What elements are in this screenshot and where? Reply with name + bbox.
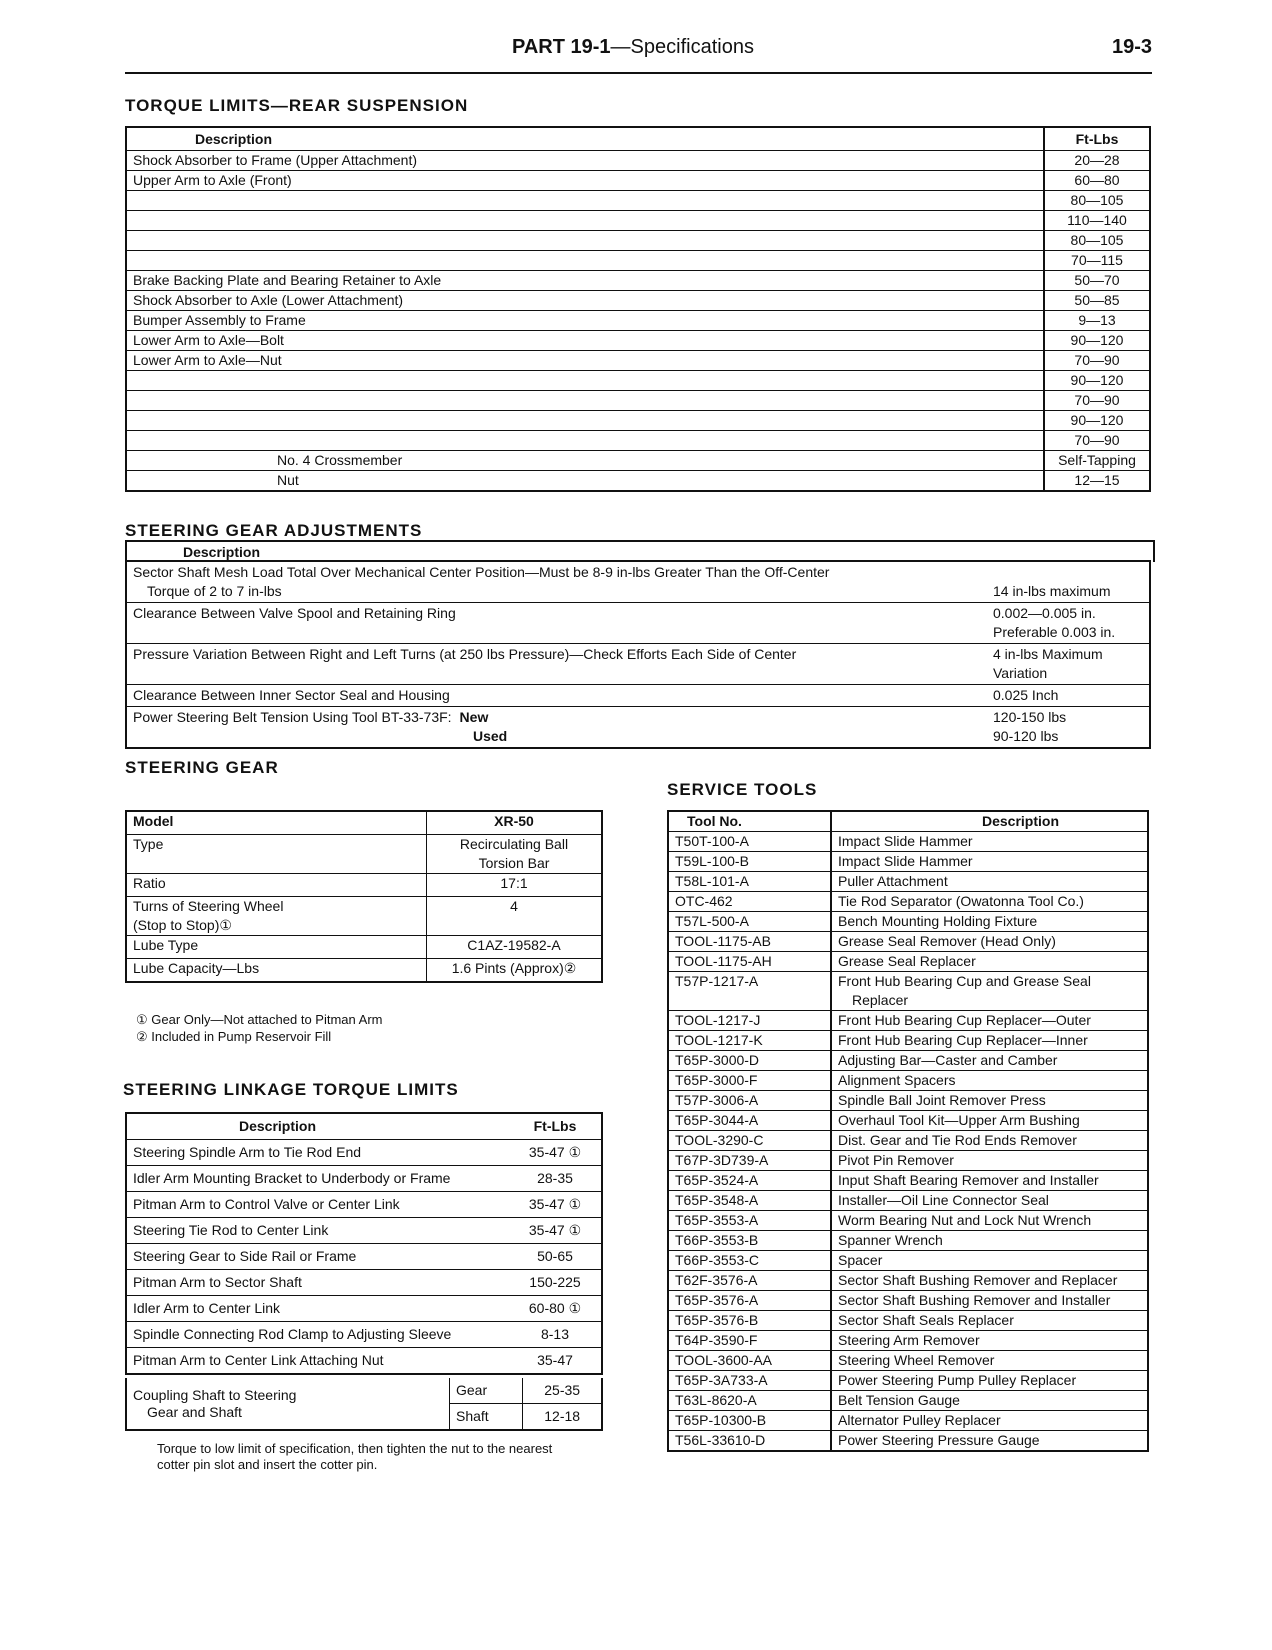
steering-gear-table (125, 810, 603, 983)
belt-new-label: New (459, 709, 489, 725)
coupling-desc-line2: Gear and Shaft (147, 1403, 242, 1420)
description-line1: Front Hub Bearing Cup Replacer—Outer (838, 1012, 1091, 1028)
tool-description (831, 1031, 1148, 1051)
tool-description (831, 932, 1148, 952)
tool-description (831, 1431, 1148, 1452)
table-row (126, 603, 1150, 644)
table-row (668, 1131, 1148, 1151)
description-line1: Spacer (838, 1252, 883, 1268)
tool-description (831, 1191, 1148, 1211)
table-row (668, 1151, 1148, 1171)
shaft-value: 12-18 (544, 1408, 581, 1424)
tool-number: T65P-3553-A (668, 1211, 831, 1231)
description-line1: Pressure Variation Between Right and Left Turns (at 250 lbs Pressure)—Check Efforts Each Side of Center (133, 646, 797, 662)
row-label (126, 936, 427, 959)
description-line1: Tie Rod Separator (Owatonna Tool Co.) (838, 893, 1084, 909)
row-value (987, 685, 1150, 707)
row-description: Steering Spindle Arm to Tie Rod End (126, 1140, 509, 1166)
column-header-description: Description (183, 544, 261, 560)
row-ft-lbs: 35-47 ① (509, 1192, 602, 1218)
gear-label: Gear (450, 1378, 523, 1404)
row-label (126, 874, 427, 897)
description-line1: Input Shaft Bearing Remover and Installer (838, 1172, 1099, 1188)
row-ft-lbs: 80—105 (1044, 191, 1150, 211)
coupling-description (126, 1378, 450, 1430)
row-ft-lbs: 35-47 ① (509, 1140, 602, 1166)
column-header-description: Description (126, 1113, 509, 1140)
section-title-linkage: STEERING LINKAGE TORQUE LIMITS (123, 1080, 459, 1099)
tool-description (831, 1271, 1148, 1291)
label-line1: Ratio (133, 875, 166, 891)
tool-number: OTC-462 (668, 892, 831, 912)
table-row (126, 1378, 602, 1404)
row-ft-lbs: 35-47 ① (509, 1218, 602, 1244)
row-ft-lbs: 28-35 (509, 1166, 602, 1192)
tool-number: T57L-500-A (668, 912, 831, 932)
tool-description (831, 1011, 1148, 1031)
row-description (126, 603, 987, 644)
tool-number: T57P-3006-A (668, 1091, 831, 1111)
tool-number: T65P-3524-A (668, 1171, 831, 1191)
row-description (126, 211, 1044, 231)
tool-number: T67P-3D739-A (668, 1151, 831, 1171)
tool-number: TOOL-1217-K (668, 1031, 831, 1051)
tool-number: TOOL-1175-AB (668, 932, 831, 952)
row-label (126, 959, 427, 983)
table-row (126, 874, 602, 897)
footnote-1: ① Gear Only—Not attached to Pitman Arm (136, 1012, 383, 1027)
description-line1: Spindle Ball Joint Remover Press (838, 1092, 1046, 1108)
row-value (427, 897, 603, 936)
row-ft-lbs: 9—13 (1044, 311, 1150, 331)
table-row (126, 391, 1150, 411)
row-description: Shock Absorber to Axle (Lower Attachment) (126, 291, 1044, 311)
table-row (126, 371, 1150, 391)
tool-number: TOOL-3600-AA (668, 1351, 831, 1371)
table-row (126, 151, 1150, 171)
tool-number: T65P-10300-B (668, 1411, 831, 1431)
description-line1: Sector Shaft Bushing Remover and Replacer (838, 1272, 1118, 1288)
row-value (987, 707, 1150, 749)
row-description: Pitman Arm to Center Link Attaching Nut (126, 1348, 509, 1375)
tool-description (831, 1371, 1148, 1391)
value-line1: 14 in-lbs maximum (993, 583, 1111, 599)
table-row (126, 311, 1150, 331)
value-line1: Recirculating Ball (459, 836, 569, 852)
row-ft-lbs: 110—140 (1044, 211, 1150, 231)
tool-number: T64P-3590-F (668, 1331, 831, 1351)
table-row (668, 1031, 1148, 1051)
belt-used-label: Used (473, 728, 508, 744)
description-line1: Alternator Pulley Replacer (838, 1412, 1001, 1428)
row-description: Lower Arm to Axle—Bolt (126, 331, 1044, 351)
description-line1: Puller Attachment (838, 873, 948, 889)
tool-number: T65P-3000-F (668, 1071, 831, 1091)
row-ft-lbs: 70—90 (1044, 431, 1150, 451)
description-line1: Alignment Spacers (838, 1072, 956, 1088)
tool-number: T65P-3576-A (668, 1291, 831, 1311)
row-value (427, 959, 603, 983)
tool-description (831, 1051, 1148, 1071)
tool-number: TOOL-3290-C (668, 1131, 831, 1151)
column-header-model: Model (126, 811, 427, 835)
row-value (987, 603, 1150, 644)
table-row (126, 231, 1150, 251)
table-row (126, 1166, 602, 1192)
table-row (126, 1218, 602, 1244)
row-description: Pitman Arm to Control Valve or Center Link (126, 1192, 509, 1218)
row-value (987, 561, 1150, 603)
row-description (126, 191, 1044, 211)
table-row (126, 685, 1150, 707)
tool-description (831, 1311, 1148, 1331)
part-label: PART 19-1 (512, 36, 611, 58)
table-row (668, 1411, 1148, 1431)
row-ft-lbs: 90—120 (1044, 411, 1150, 431)
row-ft-lbs: 20—28 (1044, 151, 1150, 171)
row-description: Nut (126, 471, 1044, 492)
page-title (512, 36, 754, 59)
tool-number: T63L-8620-A (668, 1391, 831, 1411)
value-line2: Torsion Bar (478, 855, 550, 871)
tool-description (831, 1111, 1148, 1131)
description-line1: Sector Shaft Mesh Load Total Over Mechanical Center Position—Must be 8-9 in-lbs Greater Than the Off-Center (133, 564, 830, 580)
shaft-label: Shaft (450, 1404, 523, 1431)
tool-description (831, 1391, 1148, 1411)
tool-description (831, 952, 1148, 972)
tool-number: T57P-1217-A (668, 972, 831, 1011)
linkage-table (125, 1112, 603, 1375)
table-row (126, 451, 1150, 471)
tool-number: T65P-3A733-A (668, 1371, 831, 1391)
section-title-steering-gear: STEERING GEAR (125, 758, 279, 777)
row-ft-lbs: 50—70 (1044, 271, 1150, 291)
description-line1: Pivot Pin Remover (838, 1152, 954, 1168)
row-ft-lbs: 90—120 (1044, 371, 1150, 391)
label-line1: Lube Capacity—Lbs (133, 960, 260, 976)
row-label (126, 835, 427, 874)
section-title-gear-adjustments: STEERING GEAR ADJUSTMENTS (125, 521, 423, 540)
description-line1: Installer—Oil Line Connector Seal (838, 1192, 1049, 1208)
description-line1: Front Hub Bearing Cup Replacer—Inner (838, 1032, 1088, 1048)
value-line1: 1.6 Pints (Approx)② (451, 960, 577, 976)
label-line2: (Stop to Stop)① (133, 917, 232, 933)
description-line1: Spanner Wrench (838, 1232, 943, 1248)
row-ft-lbs: 60-80 ① (509, 1296, 602, 1322)
table-row (126, 707, 1150, 749)
label-line1: Turns of Steering Wheel (133, 898, 284, 914)
table-row (668, 832, 1148, 852)
table-row (126, 331, 1150, 351)
table-row (668, 1371, 1148, 1391)
description-line1: Clearance Between Inner Sector Seal and Housing (133, 687, 450, 703)
footnote-2: ② Included in Pump Reservoir Fill (136, 1029, 332, 1044)
description-line1: Bench Mounting Holding Fixture (838, 913, 1038, 929)
description-line1: Impact Slide Hammer (838, 853, 973, 869)
row-ft-lbs: 80—105 (1044, 231, 1150, 251)
tool-description (831, 852, 1148, 872)
table-row (126, 644, 1150, 685)
section-title-rear-suspension: TORQUE LIMITS—REAR SUSPENSION (125, 96, 469, 115)
coupling-desc-line1: Coupling Shaft to Steering (133, 1386, 297, 1403)
row-description: Idler Arm Mounting Bracket to Underbody or Frame (126, 1166, 509, 1192)
value-line2: Variation (993, 665, 1048, 681)
row-description: Bumper Assembly to Frame (126, 311, 1044, 331)
row-description (126, 391, 1044, 411)
service-tools-table (667, 810, 1149, 1452)
table-row (126, 1244, 602, 1270)
row-ft-lbs: 50-65 (509, 1244, 602, 1270)
table-row (126, 897, 602, 936)
row-description (126, 411, 1044, 431)
description-line1: Steering Arm Remover (838, 1332, 980, 1348)
description-line2: Torque of 2 to 7 in-lbs (147, 583, 282, 599)
tool-number: T62F-3576-A (668, 1271, 831, 1291)
row-value (987, 644, 1150, 685)
row-description (126, 644, 987, 685)
description-line1: Power Steering Pump Pulley Replacer (838, 1372, 1077, 1388)
row-description (126, 561, 987, 603)
column-header-ft-lbs: Ft-Lbs (509, 1113, 602, 1140)
tool-description (831, 1211, 1148, 1231)
table-header-row (126, 811, 602, 835)
row-ft-lbs: 70—90 (1044, 351, 1150, 371)
table-row (126, 561, 1150, 603)
table-row (668, 1071, 1148, 1091)
value-line1: 120-150 lbs (993, 709, 1067, 725)
tool-description (831, 972, 1148, 1011)
belt-used-value: 90-120 lbs (993, 728, 1059, 744)
table-row (668, 1111, 1148, 1131)
table-row (126, 211, 1150, 231)
gear-adjustments-table (125, 560, 1151, 749)
table-row (126, 351, 1150, 371)
tool-number: T65P-3000-D (668, 1051, 831, 1071)
table-row (126, 835, 602, 874)
row-ft-lbs: 8-13 (509, 1322, 602, 1348)
gear-adjustments-header (125, 540, 1155, 562)
table-row (668, 1051, 1148, 1071)
row-ft-lbs: 90—120 (1044, 331, 1150, 351)
table-row (126, 1192, 602, 1218)
table-row (126, 171, 1150, 191)
tool-description (831, 1151, 1148, 1171)
label-line1: Lube Type (133, 937, 199, 953)
table-row (668, 952, 1148, 972)
table-row (126, 291, 1150, 311)
description-line1: Grease Seal Replacer (838, 953, 976, 969)
row-ft-lbs: 70—115 (1044, 251, 1150, 271)
description-line1: Worm Bearing Nut and Lock Nut Wrench (838, 1212, 1092, 1228)
part-title: —Specifications (610, 36, 754, 58)
tool-number: T66P-3553-C (668, 1251, 831, 1271)
table-row (126, 471, 1150, 492)
value-line2: Preferable 0.003 in. (993, 624, 1116, 640)
tool-description (831, 832, 1148, 852)
value-line1: 0.025 Inch (993, 687, 1059, 703)
table-row (668, 1291, 1148, 1311)
row-value (427, 936, 603, 959)
table-row (668, 1391, 1148, 1411)
table-row (668, 1231, 1148, 1251)
row-description: Brake Backing Plate and Bearing Retainer to Axle (126, 271, 1044, 291)
tool-description (831, 1131, 1148, 1151)
description-line1: Power Steering Pressure Gauge (838, 1432, 1040, 1448)
row-description: Steering Tie Rod to Center Link (126, 1218, 509, 1244)
section-title-service-tools: SERVICE TOOLS (667, 780, 818, 799)
row-description (126, 431, 1044, 451)
description-line1: Power Steering Belt Tension Using Tool BT-33-73F: (133, 709, 452, 725)
row-value (427, 835, 603, 874)
table-row (668, 1091, 1148, 1111)
table-row (668, 1211, 1148, 1231)
table-row (668, 932, 1148, 952)
table-row (668, 1331, 1148, 1351)
tool-description (831, 1351, 1148, 1371)
table-row (668, 1351, 1148, 1371)
table-row (126, 1270, 602, 1296)
value-line1: 0.002—0.005 in. (993, 605, 1096, 621)
tool-number: T59L-100-B (668, 852, 831, 872)
row-ft-lbs: 70—90 (1044, 391, 1150, 411)
tool-number: T58L-101-A (668, 872, 831, 892)
description-line1: Belt Tension Gauge (838, 1392, 960, 1408)
table-row (126, 251, 1150, 271)
description-line1: Clearance Between Valve Spool and Retaining Ring (133, 605, 456, 621)
row-value (427, 874, 603, 897)
row-ft-lbs: Self-Tapping (1044, 451, 1150, 471)
table-row (668, 1431, 1148, 1452)
row-description: Idler Arm to Center Link (126, 1296, 509, 1322)
rear-suspension-table (125, 126, 1151, 492)
table-row (668, 872, 1148, 892)
description-line1: Grease Seal Remover (Head Only) (838, 933, 1056, 949)
row-description (126, 685, 987, 707)
tool-number: T65P-3044-A (668, 1111, 831, 1131)
description-line1: Adjusting Bar—Caster and Camber (838, 1052, 1058, 1068)
tool-number: TOOL-1217-J (668, 1011, 831, 1031)
row-description: Lower Arm to Axle—Nut (126, 351, 1044, 371)
tool-number: T65P-3548-A (668, 1191, 831, 1211)
description-line1: Dist. Gear and Tie Rod Ends Remover (838, 1132, 1077, 1148)
value-line1: C1AZ-19582-A (467, 937, 561, 953)
description-line1: Steering Wheel Remover (838, 1352, 995, 1368)
tool-number: T65P-3576-B (668, 1311, 831, 1331)
row-description (126, 251, 1044, 271)
row-description (126, 231, 1044, 251)
header-rule (125, 72, 1152, 74)
description-line1: Sector Shaft Seals Replacer (838, 1312, 1014, 1328)
table-row (668, 1251, 1148, 1271)
tool-description (831, 1331, 1148, 1351)
row-description: Steering Gear to Side Rail or Frame (126, 1244, 509, 1270)
tool-description (831, 892, 1148, 912)
tool-description (831, 1231, 1148, 1251)
tool-description (831, 912, 1148, 932)
label-line1: Type (133, 836, 164, 852)
table-row (668, 1191, 1148, 1211)
table-row (668, 1011, 1148, 1031)
row-description: No. 4 Crossmember (126, 451, 1044, 471)
column-header-description: Description (126, 127, 1044, 151)
row-label (126, 897, 427, 936)
value-line1: 4 (510, 898, 518, 914)
table-header-row (668, 811, 1148, 832)
table-row (668, 892, 1148, 912)
row-description: Spindle Connecting Rod Clamp to Adjusting Sleeve (126, 1322, 509, 1348)
column-header-description: Description (831, 811, 1148, 832)
row-description (126, 371, 1044, 391)
tool-description (831, 1251, 1148, 1271)
row-description: Shock Absorber to Frame (Upper Attachment) (126, 151, 1044, 171)
table-row (126, 411, 1150, 431)
row-ft-lbs: 150-225 (509, 1270, 602, 1296)
table-row (126, 1140, 602, 1166)
table-row (668, 1171, 1148, 1191)
description-line1: Impact Slide Hammer (838, 833, 973, 849)
value-line1: 4 in-lbs Maximum (993, 646, 1103, 662)
tool-description (831, 1411, 1148, 1431)
row-description (126, 707, 987, 749)
row-ft-lbs: 12—15 (1044, 471, 1150, 492)
table-row (668, 852, 1148, 872)
column-header-ft-lbs: Ft-Lbs (1044, 127, 1150, 151)
row-ft-lbs: 35-47 (509, 1348, 602, 1375)
table-row (668, 972, 1148, 1011)
tool-description (831, 1171, 1148, 1191)
row-description: Pitman Arm to Sector Shaft (126, 1270, 509, 1296)
description-line1: Overhaul Tool Kit—Upper Arm Bushing (838, 1112, 1080, 1128)
description-line1: Front Hub Bearing Cup and Grease Seal (838, 973, 1091, 989)
tool-description (831, 1091, 1148, 1111)
row-ft-lbs: 60—80 (1044, 171, 1150, 191)
gear-value: 25-35 (523, 1378, 602, 1404)
tool-description (831, 1071, 1148, 1091)
row-description: Upper Arm to Axle (Front) (126, 171, 1044, 191)
table-row (668, 912, 1148, 932)
tool-description (831, 1291, 1148, 1311)
tool-number: T50T-100-A (668, 832, 831, 852)
page-number: 19-3 (1112, 36, 1153, 58)
table-row (126, 431, 1150, 451)
table-row (126, 1296, 602, 1322)
table-row (126, 1322, 602, 1348)
description-line1: Sector Shaft Bushing Remover and Installer (838, 1292, 1111, 1308)
table-header-row (126, 127, 1150, 151)
description-line2: Replacer (852, 992, 909, 1008)
tool-number: T56L-33610-D (668, 1431, 831, 1452)
table-row (668, 1311, 1148, 1331)
row-ft-lbs: 50—85 (1044, 291, 1150, 311)
column-header-xr50: XR-50 (427, 811, 603, 835)
table-row (126, 959, 602, 983)
linkage-footnote: Torque to low limit of specification, then tighten the nut to the nearest cotter pin slot and insert the cotter pin. (157, 1441, 553, 1472)
value-line1: 17:1 (500, 875, 528, 891)
table-row (126, 936, 602, 959)
table-row (668, 1271, 1148, 1291)
table-row (126, 191, 1150, 211)
tool-description (831, 872, 1148, 892)
tool-number: T66P-3553-B (668, 1231, 831, 1251)
tool-number: TOOL-1175-AH (668, 952, 831, 972)
coupling-table (125, 1378, 603, 1431)
table-header-row (126, 1113, 602, 1140)
table-row (126, 271, 1150, 291)
column-header-tool-no: Tool No. (668, 811, 831, 832)
table-row (126, 1348, 602, 1375)
